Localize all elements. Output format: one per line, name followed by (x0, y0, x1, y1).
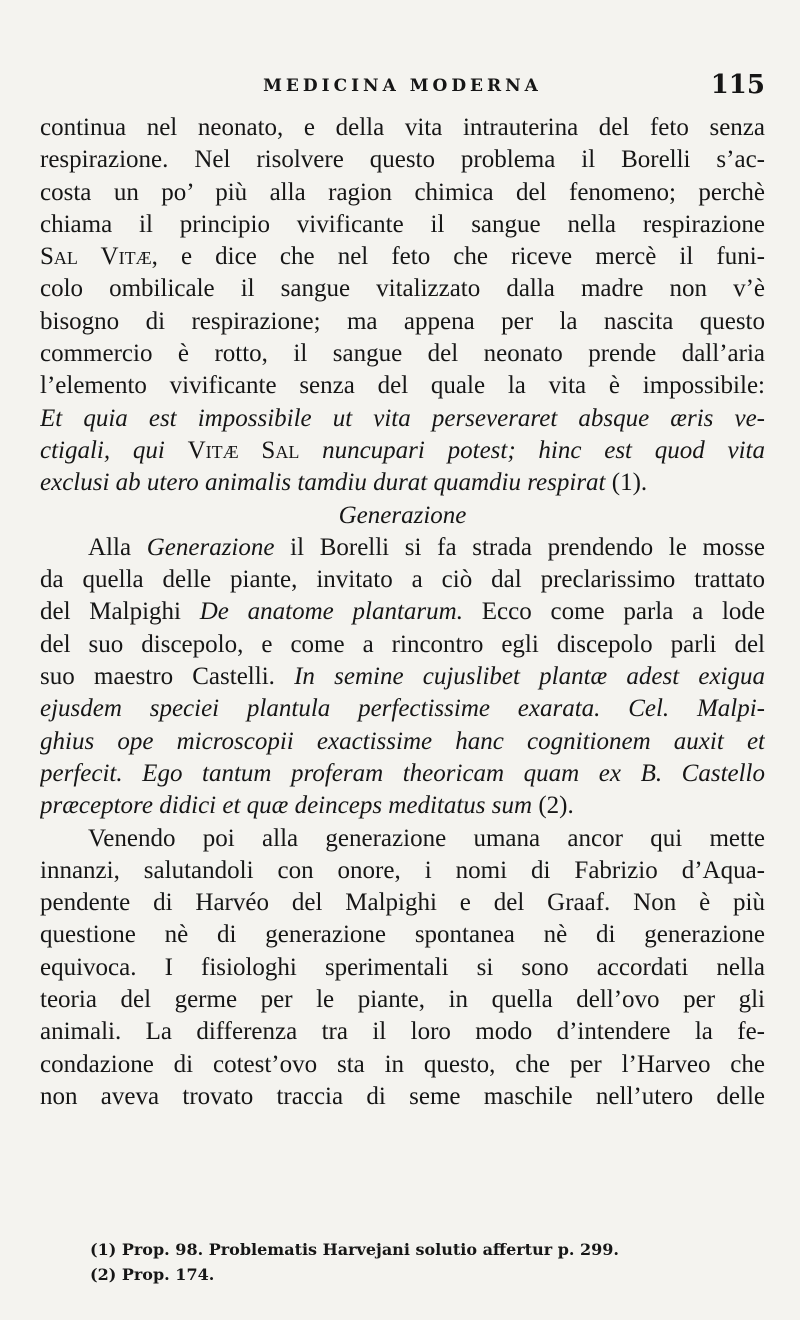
latin-quote-line: ejusdem speciei plantula perfectissime exarata. Cel. Malpi- (40, 695, 765, 723)
text-line (40, 435, 765, 467)
text-line: continua nel neonato, e della vita intrauterina del feto senza (40, 114, 765, 141)
text-run: , e dice che nel feto che riceve mercè il funi- (151, 243, 765, 271)
text-line (40, 241, 765, 273)
text-line: equivoca. I fisiologhi sperimentali si sono accordati nella (40, 953, 765, 981)
text-line: costa un po’ più alla ragion chimica del fenomeno; perchè (40, 178, 765, 206)
text-line: non aveva trovato traccia di seme maschile nell’utero delle (40, 1082, 765, 1110)
text-line: teoria del germe per le piante, in quella dell’ovo per gli (40, 986, 765, 1014)
running-title: MEDICINA MODERNA (263, 76, 542, 96)
latin-quote-line: perfecit. Ego tantum proferam theoricam quam ex B. Castello (40, 759, 765, 787)
text-line: pendente di Harvéo del Malpighi e del Graaf. Non è più (40, 889, 765, 917)
text-line: chiama il principio vivificante il sangue nella respirazione (40, 210, 765, 238)
text-run: suo maestro Castelli. (40, 663, 295, 691)
latin-text-run: nuncupari potest; hinc est quod vita (299, 436, 765, 464)
text-line: innanzi, salutandoli con onore, i nomi di Fabrizio d’Aqua- (40, 856, 765, 884)
footnotes (90, 1237, 690, 1287)
text-line (40, 467, 765, 499)
text-line: da quella delle piante, invitato a ciò dal preclarissimo trattato (40, 566, 765, 594)
text-line: respirazione. Nel risolvere questo problema il Borelli s’ac- (40, 146, 765, 174)
text-line: questione nè di generazione spontanea nè di generazione (40, 921, 765, 949)
footnote-ref: (1). (605, 469, 648, 497)
text-line: del suo discepolo, e come a rincontro egli discepolo parli del (40, 630, 765, 658)
page-number: 115 (710, 70, 765, 100)
text-line (40, 596, 765, 628)
footnote: (1) Prop. 98. Problematis Harvejani solutio affertur p. 299. (90, 1240, 619, 1259)
text-run: del Malpighi (40, 598, 200, 626)
small-caps-term: Sal Vitæ (40, 243, 152, 271)
text-line (40, 532, 765, 564)
text-line: animali. La differenza tra il loro modo d’intendere la fe- (40, 1018, 765, 1046)
latin-text-run: præceptore didici et quæ deinceps meditatus sum (40, 792, 533, 820)
text-line: bisogno di respirazione; ma appena per la nascita questo (40, 307, 765, 335)
book-title: De anatome plantarum. (199, 598, 463, 626)
body-text (40, 112, 765, 1113)
footnote: (2) Prop. 174. (90, 1265, 215, 1284)
text-run: Alla (88, 533, 147, 561)
text-line: Venendo poi alla generazione umana ancor qui mette (88, 824, 765, 852)
text-line: commercio è rotto, il sangue del neonato prende dall’aria (40, 340, 765, 368)
latin-quote-line: ghius ope microscopii exactissime hanc cognitionem auxit et (40, 727, 765, 755)
text-line (40, 790, 765, 822)
latin-text-run: ctigali, qui (40, 436, 188, 464)
text-line: condazione di cotest’ovo sta in questo, che per l’Harveo che (40, 1050, 765, 1078)
small-caps-term: Vitæ Sal (187, 436, 300, 464)
text-run: Ecco come parla a lode (462, 598, 765, 626)
footnote-ref: (2). (532, 792, 574, 820)
latin-text-run: exclusi ab utero animalis tamdiu durat quamdiu respirat (40, 469, 606, 497)
page-header (40, 70, 765, 110)
latin-text-run: In semine cujuslibet plantæ adest exigua (294, 663, 765, 691)
latin-quote-line: Et quia est impossibile ut vita perseveraret absque æris ve- (40, 404, 765, 432)
italic-term: Generazione (146, 533, 275, 561)
text-line: colo ombilicale il sangue vitalizzato dalla madre non v’è (40, 275, 765, 303)
text-line (40, 661, 765, 693)
text-line: l’elemento vivificante senza del quale la vita è impossibile: (40, 372, 765, 400)
text-run: il Borelli si fa strada prendendo le mosse (274, 533, 765, 561)
section-heading: Generazione (338, 501, 467, 529)
